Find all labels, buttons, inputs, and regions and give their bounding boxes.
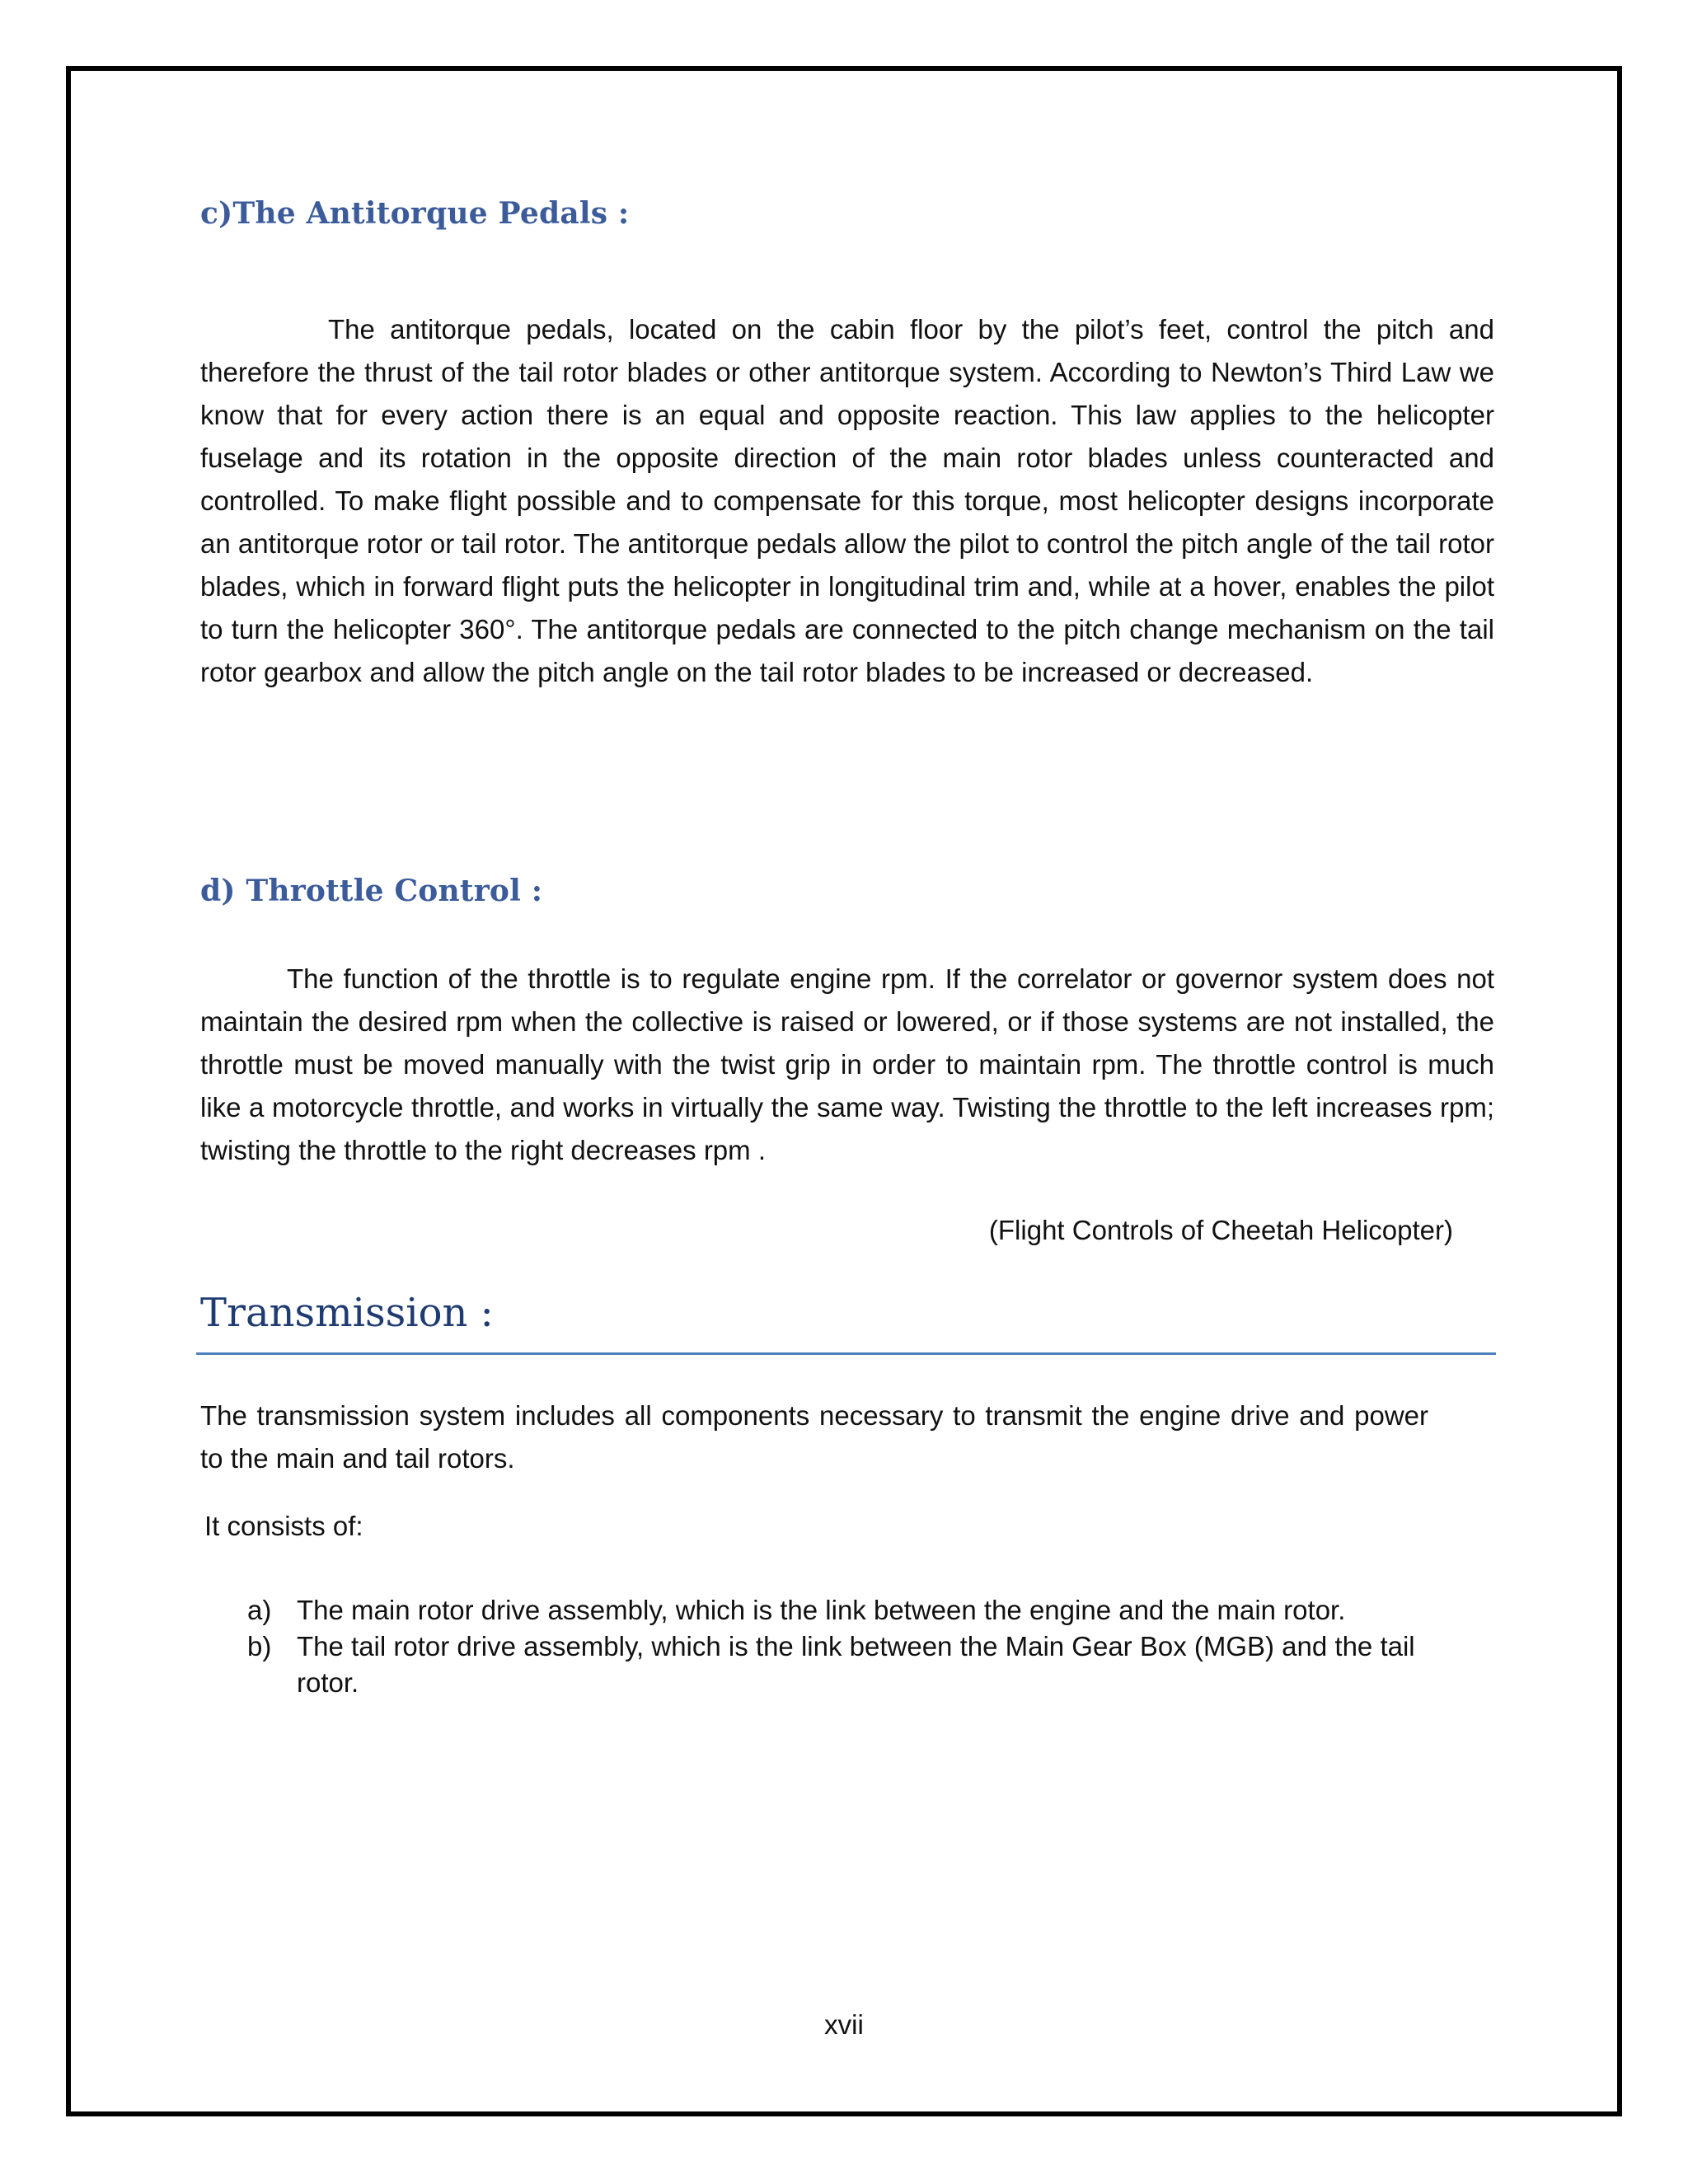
list-item-text: The tail rotor drive assembly, which is the link between the Main Gear Box (MGB) and the tail rotor. (297, 1631, 1415, 1698)
list-item (247, 1629, 1484, 1701)
transmission-list (247, 1592, 1484, 1701)
paragraph-throttle-control: The function of the throttle is to regulate engine rpm. If the correlator or governor system does not maintain the desired rpm when the collective is raised or lowered, or if those systems are not installed, the throttle must be moved manually with the twist grip in order to maintain rpm. The throttle control is much like a motorcycle throttle, and works in virtually the same way. Twisting the throttle to the left increases rpm; twisting the throttle to the right decreases rpm . (200, 963, 1494, 1165)
heading-antitorque-pedals: c)The Antitorque Pedals : (200, 196, 630, 231)
list-item (247, 1592, 1484, 1629)
paragraph-transmission: The transmission system includes all components necessary to transmit the engine drive and power to the main and tail rotors. (200, 1400, 1428, 1474)
consists-of-label: It consists of: (204, 1511, 363, 1541)
heading-underline (196, 1352, 1496, 1355)
paragraph-antitorque-pedals: The antitorque pedals, located on the cabin floor by the pilot’s feet, control the pitch and therefore the thrust of the tail rotor blades or other antitorque system. According to Newton’s Third Law we know that for every action there is an equal and opposite reaction. This law applies to the helicopter fuselage and its rotation in the opposite direction of the main rotor blades unless counteracted and controlled. To make flight possible and to compensate for this torque, most helicopter designs incorporate an antitorque rotor or tail rotor. The antitorque pedals allow the pilot to control the pitch angle of the tail rotor blades, which in forward flight puts the helicopter in longitudinal trim and, while at a hover, enables the pilot to turn the helicopter 360°. The antitorque pedals are connected to the pitch change mechanism on the tail rotor gearbox and allow the pitch angle on the tail rotor blades to be increased or decreased. (200, 314, 1494, 687)
figure-caption-wrapper (200, 1215, 1494, 1258)
list-marker: b) (247, 1631, 272, 1661)
list-item-text: The main rotor drive assembly, which is the link between the engine and the main rotor. (297, 1595, 1346, 1625)
heading-transmission: Transmission : (200, 1290, 494, 1336)
heading-throttle-control: d) Throttle Control : (200, 874, 543, 908)
figure-caption: (Flight Controls of Cheetah Helicopter) (988, 1215, 1453, 1245)
page-number: xvii (824, 2009, 864, 2040)
list-marker: a) (247, 1595, 272, 1625)
